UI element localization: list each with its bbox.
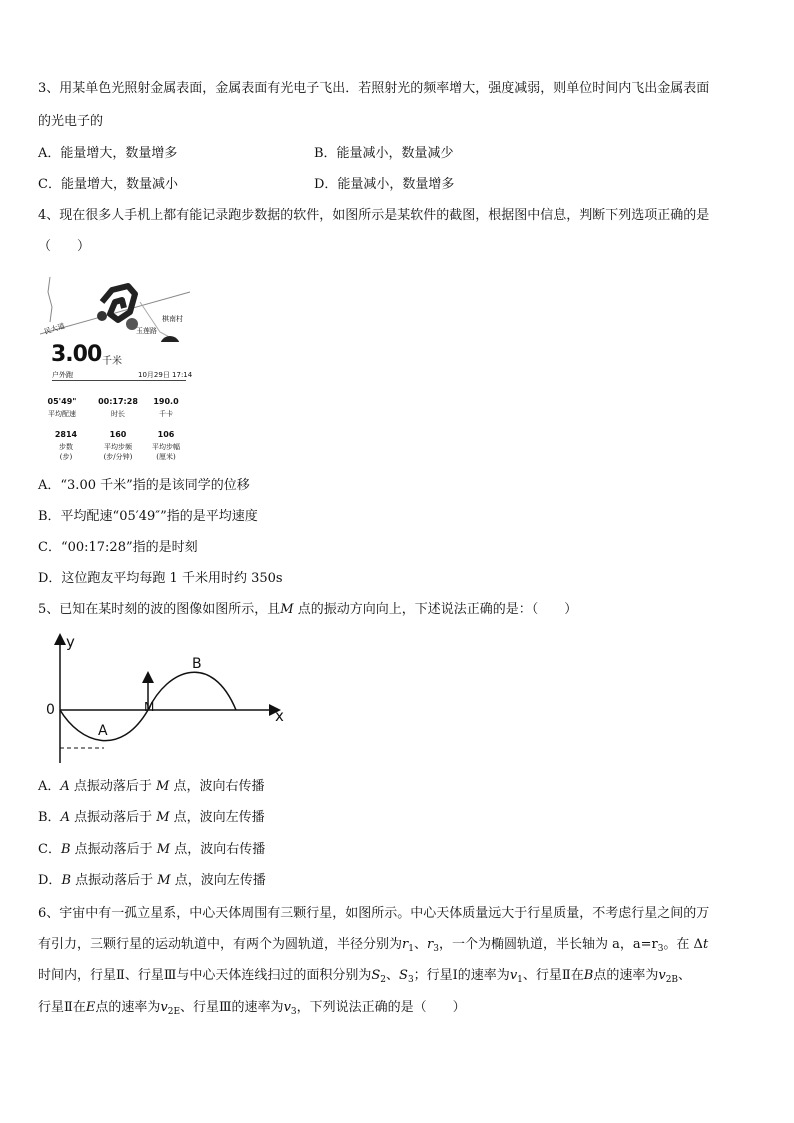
q3-option-c: C．能量增大，数量减小 (38, 177, 178, 192)
q4-stem-line2: （ ） (38, 239, 91, 254)
q5-option-d: D．B 点振动落后于 M 点，波向左传播 (38, 873, 266, 888)
q4-option-c: C．“00:17:28”指的是时刻 (38, 540, 198, 555)
q3-option-a: A．能量增大，数量增多 (38, 146, 178, 161)
road-label-1: 民大道 (43, 321, 66, 337)
stat-duration-label: 时长 (111, 410, 125, 418)
q4-option-d: D．这位跑友平均每跑 1 千米用时约 350s (38, 571, 283, 586)
q3-stem-line1: 3、用某单色光照射金属表面，金属表面有光电子飞出．若照射光的频率增大，强度减弱，则单位时间内飞出金属表面 (38, 81, 710, 96)
distance-value: 3.00 (51, 342, 102, 367)
stat-stride-value: 106 (157, 430, 175, 439)
wave-graph (40, 628, 300, 768)
q6-stem-line3: 时间内，行星Ⅱ、行星Ⅲ与中心天体连线扫过的面积分别为$S_2$、$S_3$；行星Ⅰ的速率为$v_1$、行星Ⅱ在B点的速率为$v_{2B}$、 (38, 968, 692, 985)
route-map (40, 272, 200, 342)
running-app-screenshot (40, 272, 200, 464)
stat-calories-label: 千卡 (159, 410, 173, 418)
village-label: 棋南村 (162, 315, 183, 323)
graph-x-label: x (275, 707, 284, 725)
q5-option-b: B．A 点振动落后于 M 点，波向左传播 (38, 810, 265, 825)
q6-stem-line4: 行星Ⅱ在E点的速率为$v_{2E}$、行星Ⅲ的速率为$v_3$，下列说法正确的是（ ） (38, 1000, 466, 1017)
stat-steps-value: 2814 (54, 430, 78, 439)
stat-pace-value: 05'49" (47, 397, 77, 406)
road-label-2: 玉莲路 (136, 327, 157, 335)
graph-point-b: B (192, 656, 202, 672)
q5-option-a: A．A 点振动落后于 M 点，波向右传播 (38, 779, 265, 794)
q4-option-b: B．平均配速“05′49″”指的是平均速度 (38, 509, 258, 524)
stat-duration-value: 00:17:28 (98, 397, 138, 406)
q6-stem-line2: 有引力，三颗行星的运动轨道中，有两个为圆轨道，半径分别为$r_1$、$r_3$，一个为椭圆轨道，半长轴为 a，$a=r_3$。在 Δt (38, 937, 709, 954)
q3-stem-line2: 的光电子的 (38, 114, 104, 129)
run-datetime: 10月29日 17:14 (138, 371, 193, 379)
stat-calories-value: 190.0 (153, 397, 179, 406)
stat-cadence-value: 160 (109, 430, 127, 439)
graph-origin-label: 0 (46, 702, 55, 718)
q5-option-c: C．B 点振动落后于 M 点，波向右传播 (38, 842, 266, 857)
q6-stem-line1: 6、宇宙中有一孤立星系，中心天体周围有三颗行星，如图所示。中心天体质量远大于行星质量，不考虑行星之间的万 (38, 906, 710, 921)
run-mode: 户外跑 (52, 371, 73, 379)
divider (52, 380, 186, 381)
graph-point-a: A (98, 723, 108, 739)
stat-steps-label: 步数 (步) (59, 443, 73, 461)
stat-cadence-label: 平均步频 (步/分钟) (103, 443, 133, 461)
distance-unit: 千米 (102, 356, 122, 367)
q3-option-d: D．能量减小，数量增多 (314, 177, 455, 192)
q5-stem: 5、已知在某时刻的波的图像如图所示，且M 点的振动方向向上，下述说法正确的是：（ ） (38, 602, 578, 617)
q4-stem-line1: 4、现在很多人手机上都有能记录跑步数据的软件，如图所示是某软件的截图，根据图中信息，判断下列选项正确的是 (38, 208, 710, 223)
graph-y-label: y (66, 633, 75, 651)
graph-point-m: M (144, 700, 155, 714)
stat-pace-label: 平均配速 (48, 410, 76, 418)
q3-option-b: B．能量减小，数量减少 (314, 146, 454, 161)
stat-stride-label: 平均步幅 (厘米) (152, 443, 180, 461)
q4-option-a: A．“3.00 千米”指的是该同学的位移 (38, 478, 250, 493)
